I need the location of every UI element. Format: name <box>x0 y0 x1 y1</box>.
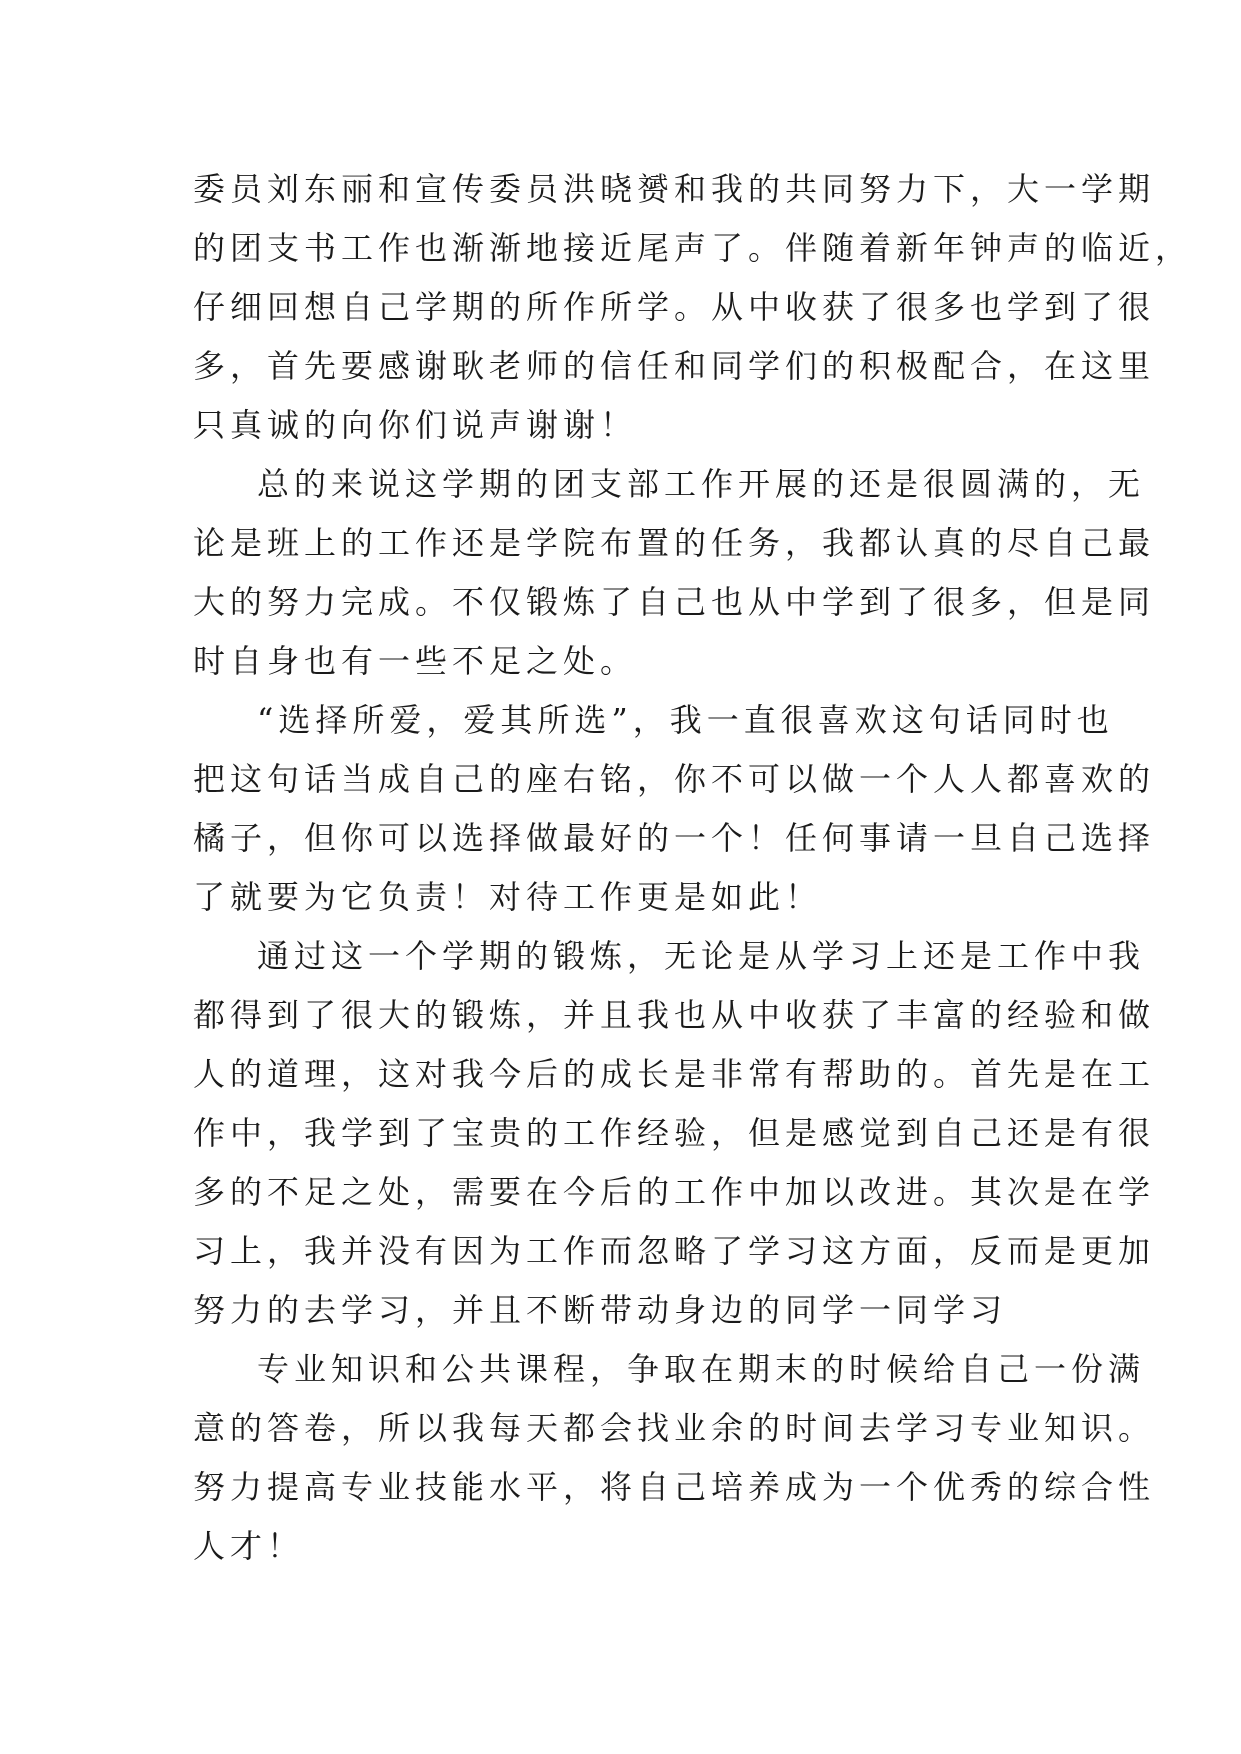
text-line: 都得到了很大的锻炼，并且我也从中收获了丰富的经验和做 <box>193 996 1156 1034</box>
text-line: 橘子，但你可以选择做最好的一个！任何事请一旦自己选择 <box>193 819 1156 857</box>
text-line: 了就要为它负责！对待工作更是如此！ <box>193 878 823 916</box>
text-line: 多的不足之处，需要在今后的工作中加以改进。其次是在学 <box>193 1173 1156 1211</box>
text-line: 努力提高专业技能水平，将自己培养成为一个优秀的综合性 <box>193 1468 1156 1506</box>
paragraph-first-line: 总的来说这学期的团支部工作开展的还是很圆满的，无 <box>257 465 1146 503</box>
document-body <box>193 160 1193 1576</box>
paragraph-first-line: “选择所爱，爱其所选”，我一直很喜欢这句话同时也 <box>257 701 1114 739</box>
text-line: 时自身也有一些不足之处。 <box>193 642 638 680</box>
text-line: 努力的去学习，并且不断带动身边的同学一同学习 <box>193 1291 1008 1329</box>
paragraph-first-line: 通过这一个学期的锻炼，无论是从学习上还是工作中我 <box>257 937 1146 975</box>
text-line: 委员刘东丽和宣传委员洪晓赟和我的共同努力下，大一学期 <box>193 170 1156 208</box>
text-line: 把这句话当成自己的座右铭，你不可以做一个人人都喜欢的 <box>193 760 1156 798</box>
text-line: 人的道理，这对我今后的成长是非常有帮助的。首先是在工 <box>193 1055 1156 1093</box>
text-line: 的团支书工作也渐渐地接近尾声了。伴随着新年钟声的临近， <box>193 229 1193 267</box>
text-line: 意的答卷，所以我每天都会找业余的时间去学习专业知识。 <box>193 1409 1156 1447</box>
text-line: 作中，我学到了宝贵的工作经验，但是感觉到自己还是有很 <box>193 1114 1156 1152</box>
text-line: 人才！ <box>193 1527 305 1565</box>
paragraph-first-line: 专业知识和公共课程，争取在期末的时候给自己一份满 <box>257 1350 1146 1388</box>
text-line: 论是班上的工作还是学院布置的任务，我都认真的尽自己最 <box>193 524 1156 562</box>
text-line: 多，首先要感谢耿老师的信任和同学们的积极配合，在这里 <box>193 347 1156 385</box>
text-line: 仔细回想自己学期的所作所学。从中收获了很多也学到了很 <box>193 288 1156 326</box>
text-line: 习上，我并没有因为工作而忽略了学习这方面，反而是更加 <box>193 1232 1156 1270</box>
text-line: 大的努力完成。不仅锻炼了自己也从中学到了很多，但是同 <box>193 583 1156 621</box>
text-line: 只真诚的向你们说声谢谢！ <box>193 406 638 444</box>
